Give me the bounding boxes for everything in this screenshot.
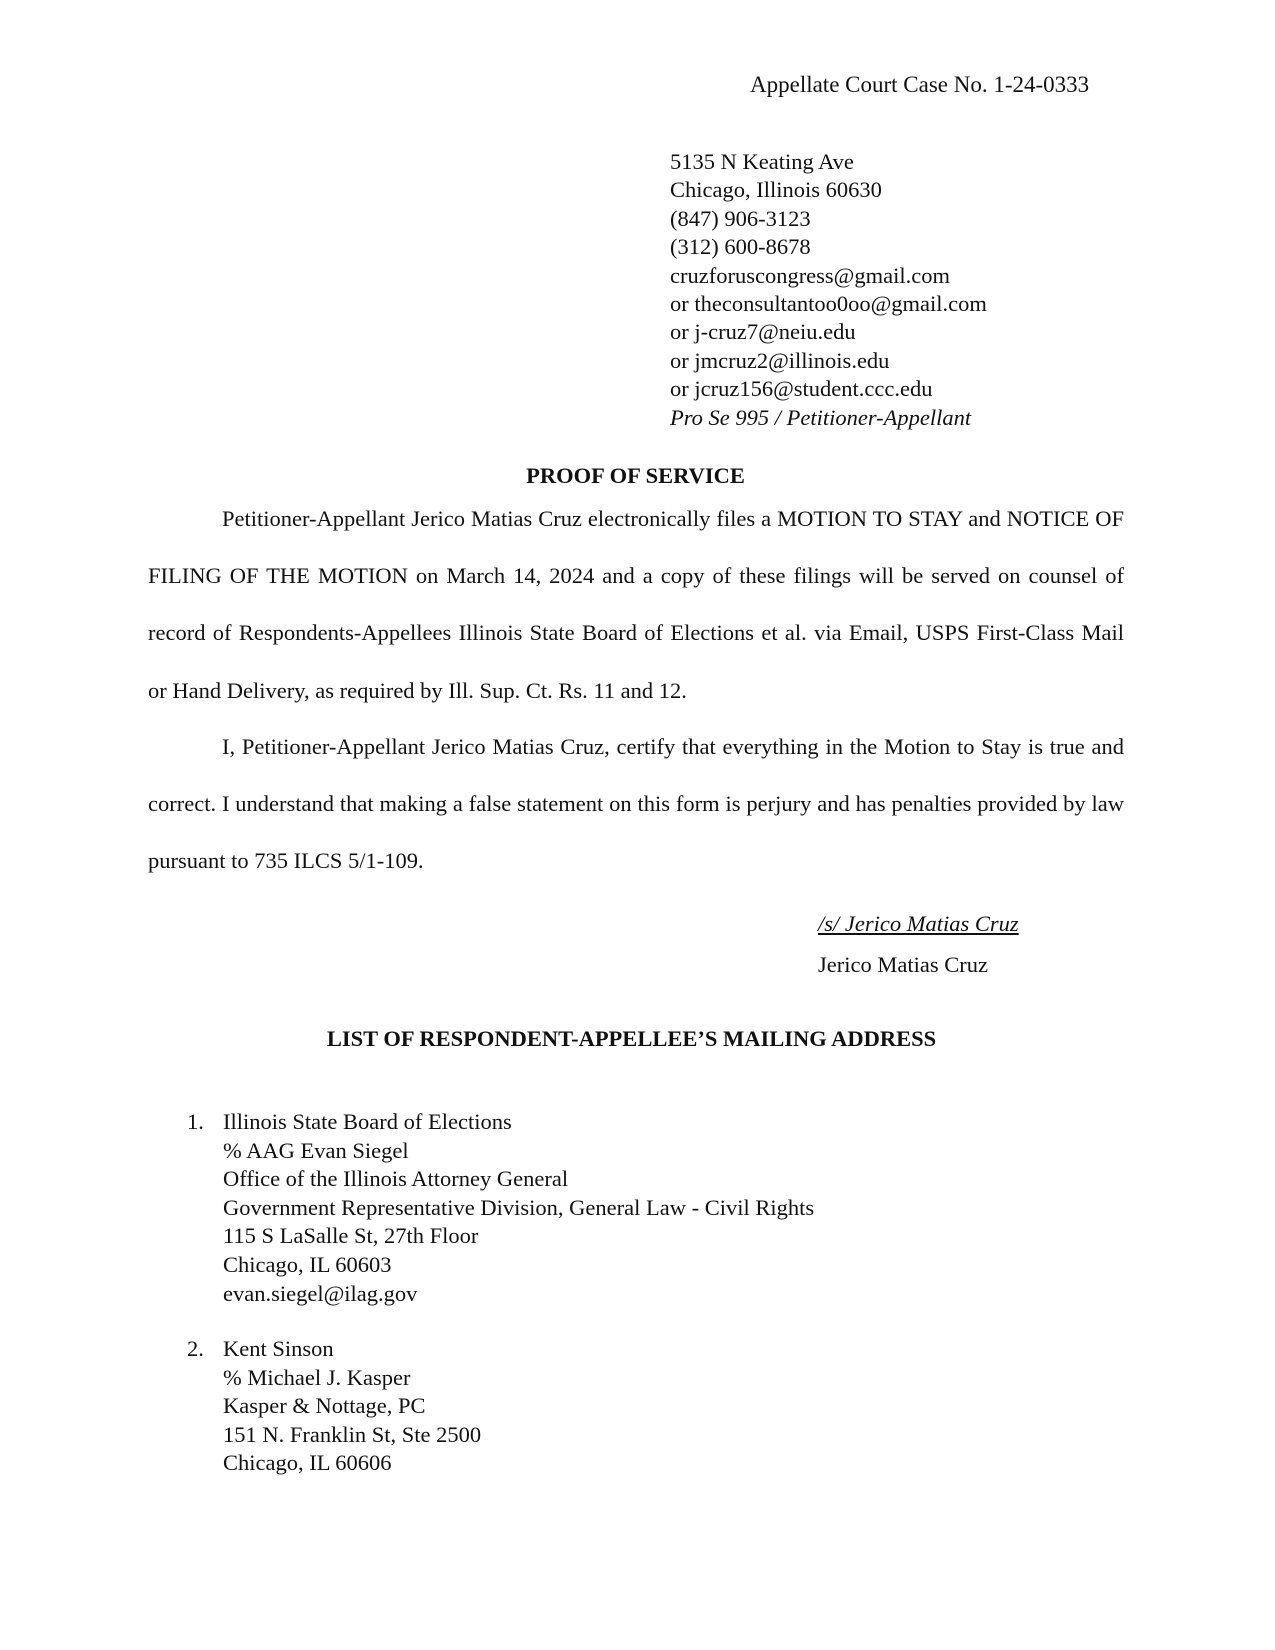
contact-city: Chicago, Illinois 60630 [670, 177, 882, 203]
electronic-signature: /s/ Jerico Matias Cruz [818, 911, 1019, 936]
address-line: Illinois State Board of Elections [223, 1109, 512, 1134]
address-line: Kent Sinson [223, 1336, 334, 1361]
proof-paragraph-1 [148, 490, 1124, 719]
contact-email-1: cruzforuscongress@gmail.com [670, 262, 951, 288]
list-item-number: 2. [187, 1336, 204, 1361]
contact-email-3: or j-cruz7@neiu.edu [670, 319, 856, 345]
address-line: Chicago, IL 60606 [223, 1450, 392, 1476]
address-line: Office of the Illinois Attorney General [223, 1166, 569, 1192]
address-email: evan.siegel@ilag.gov [223, 1280, 418, 1306]
address-line: 115 S LaSalle St, 27th Floor [223, 1223, 479, 1249]
address-line: % AAG Evan Siegel [223, 1137, 409, 1163]
contact-role: Pro Se 995 / Petitioner-Appellant [670, 404, 972, 430]
proof-paragraph-2-text: I, Petitioner-Appellant Jerico Matias Cruz, certify that everything in the Motion to Stay is true and correct. I understand that making a false statement on this form is perjury and has penalties provided by law pursuant to 735 ILCS 5/1-109. [148, 734, 1124, 874]
signature-block [818, 903, 1019, 985]
case-number: Appellate Court Case No. 1-24-0333 [750, 72, 1090, 97]
contact-phone-2: (312) 600-8678 [670, 234, 811, 260]
printed-name: Jerico Matias Cruz [818, 952, 988, 977]
contact-email-5: or jcruz156@student.ccc.edu [670, 376, 933, 402]
address-line: Kasper & Nottage, PC [223, 1393, 426, 1419]
contact-email-2: or theconsultantoo0oo@gmail.com [670, 291, 987, 317]
address-line: % Michael J. Kasper [223, 1364, 411, 1390]
contact-phone-1: (847) 906-3123 [670, 205, 811, 231]
proof-paragraph-2 [148, 718, 1124, 890]
contact-block [670, 148, 987, 432]
list-item-number: 1. [187, 1109, 204, 1134]
contact-street: 5135 N Keating Ave [670, 149, 854, 174]
mailing-list-title: LIST OF RESPONDENT-APPELLEE’S MAILING ADDRESS [326, 1026, 937, 1051]
list-item [187, 1108, 814, 1308]
address-line: Government Representative Division, General Law - Civil Rights [223, 1194, 815, 1220]
contact-email-4: or jmcruz2@illinois.edu [670, 347, 890, 373]
address-line: Chicago, IL 60603 [223, 1251, 392, 1277]
proof-of-service-title: PROOF OF SERVICE [526, 463, 745, 488]
address-line: 151 N. Franklin St, Ste 2500 [223, 1421, 482, 1447]
proof-paragraph-1-text: Petitioner-Appellant Jerico Matias Cruz electronically files a MOTION TO STAY and NOTICE OF FILING OF THE MOTION on March 14, 2024 and a copy of these filings will be served on counsel of record of Respondents-Appellees Illinois State Board of Elections et al. via Email, USPS First-Class Mail or Hand Delivery, as required by Ill. Sup. Ct. Rs. 11 and 12. [148, 506, 1124, 703]
list-item [187, 1335, 481, 1478]
